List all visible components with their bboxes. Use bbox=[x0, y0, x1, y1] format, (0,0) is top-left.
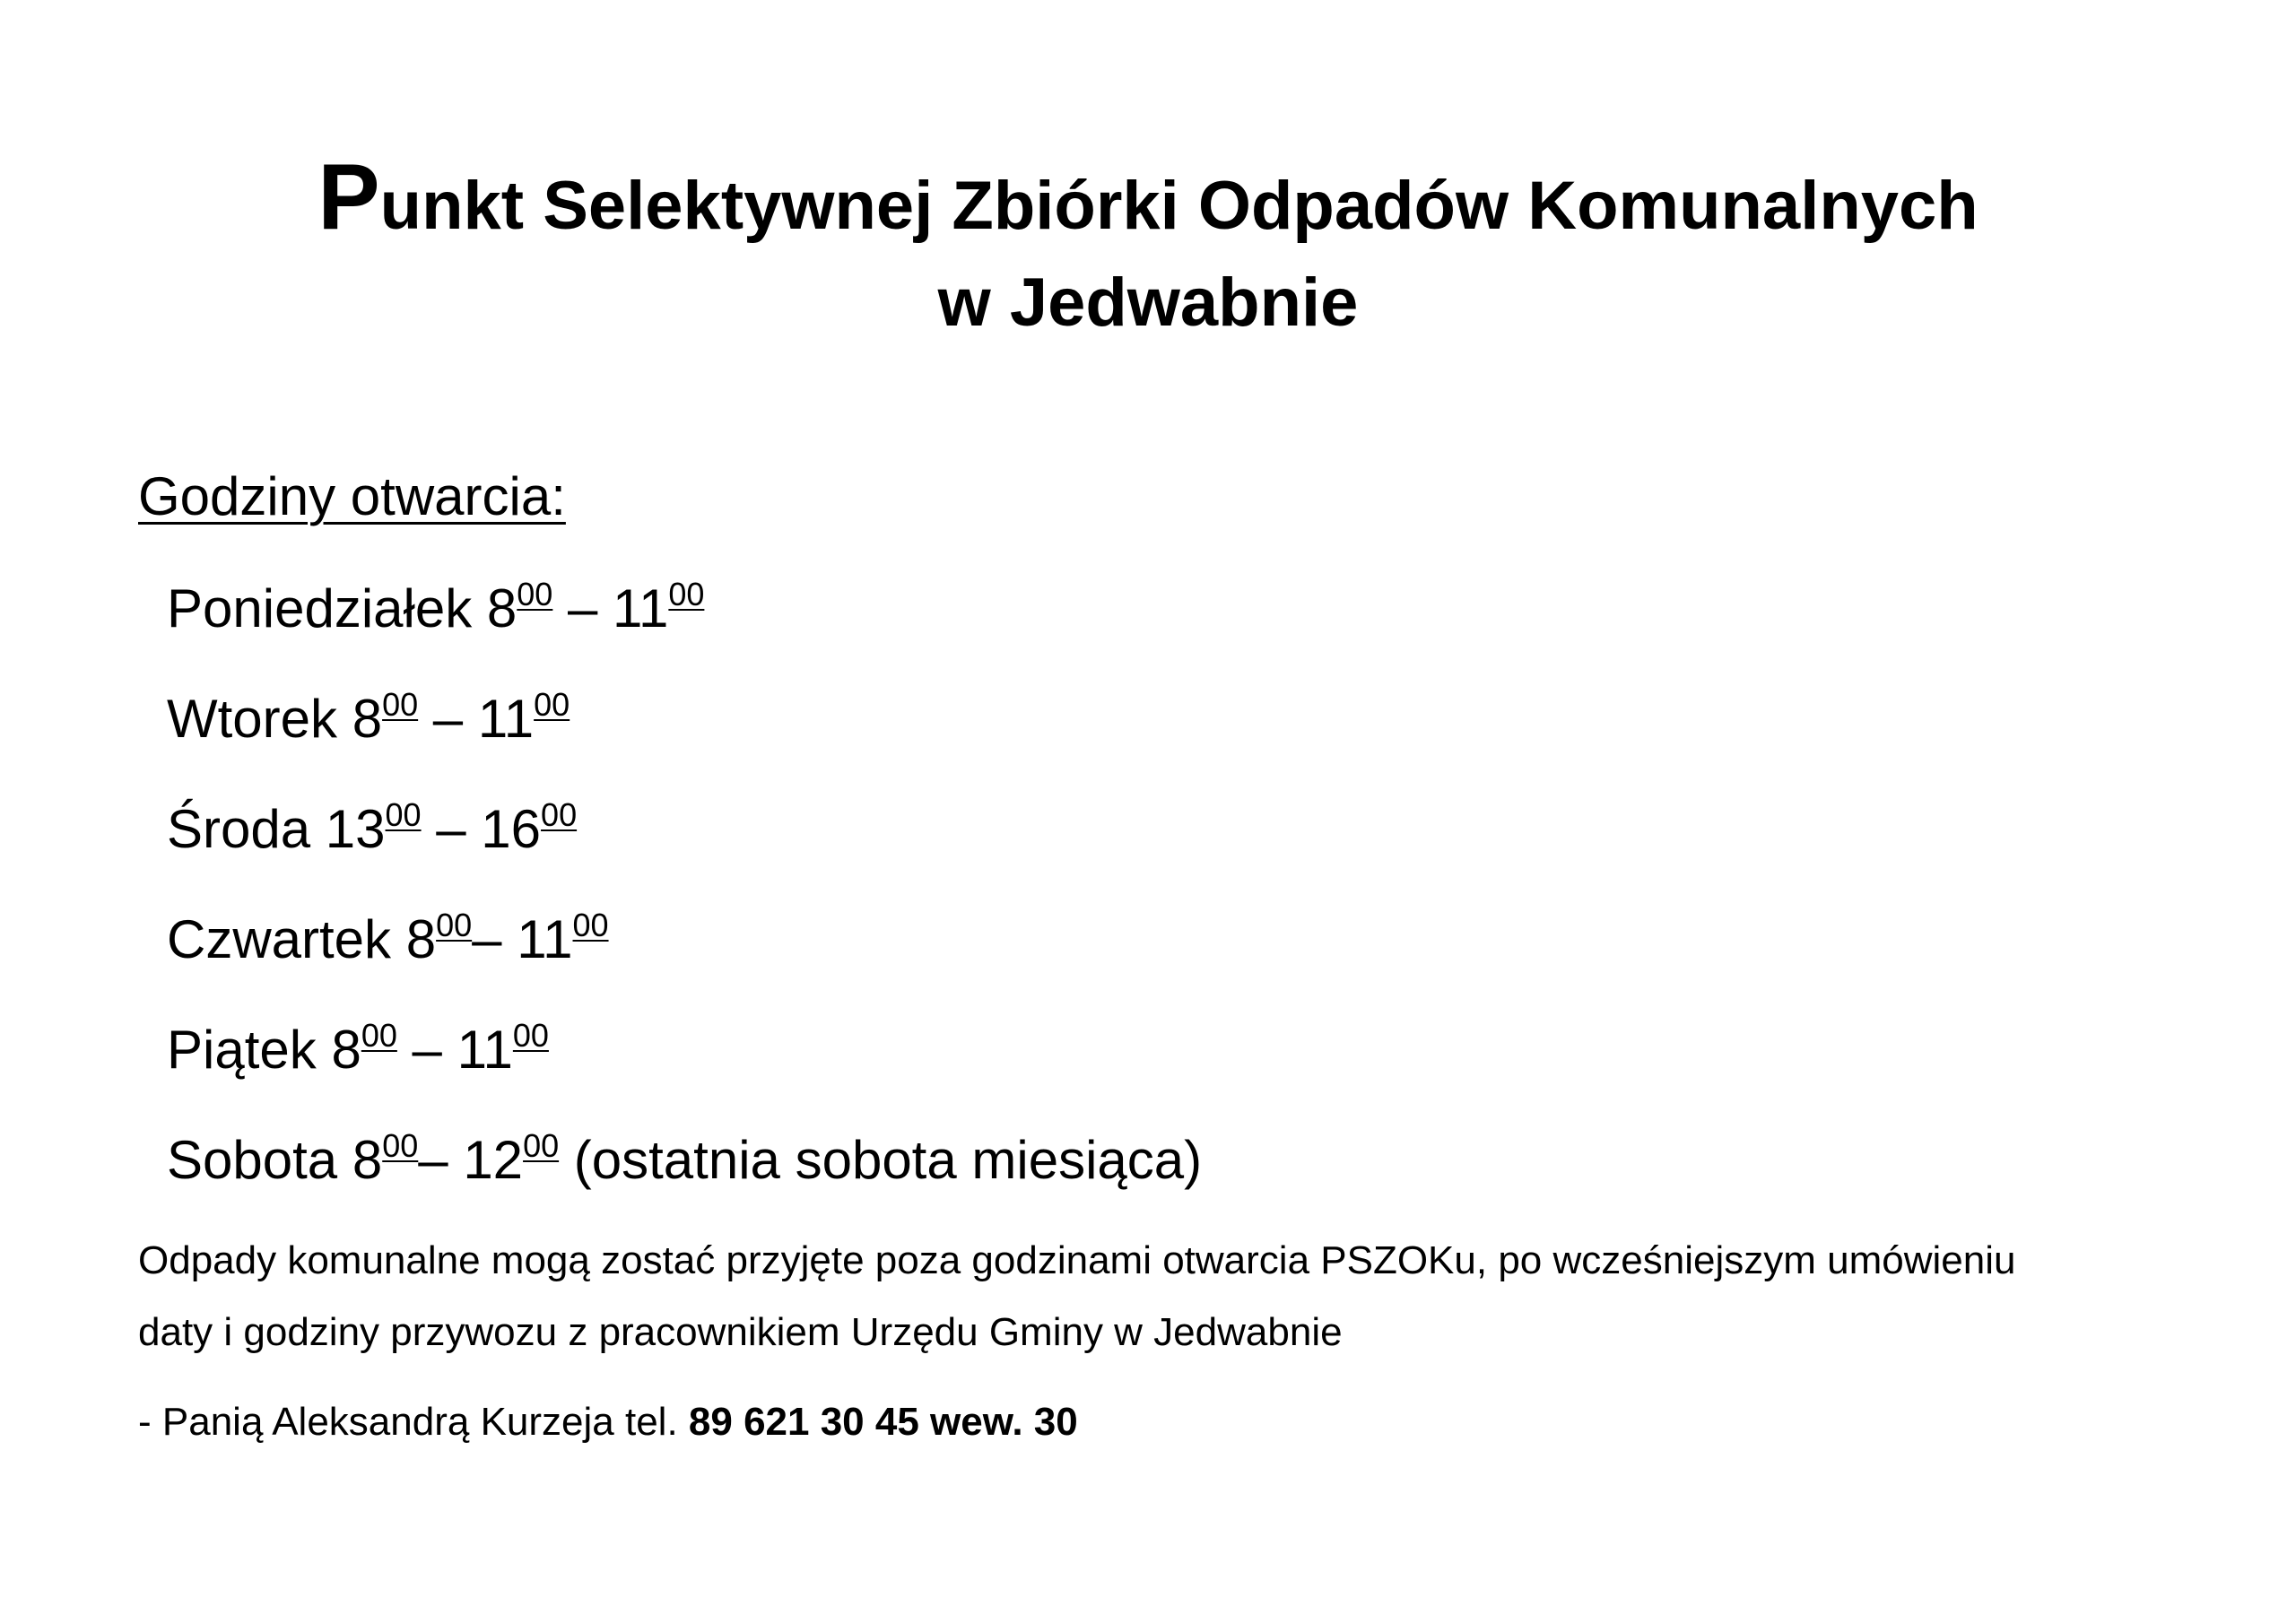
close-minutes: 00 bbox=[668, 576, 705, 612]
open-hour: 8 bbox=[486, 578, 517, 638]
close-hour: 12 bbox=[463, 1130, 524, 1190]
time-separator: – bbox=[412, 1020, 442, 1080]
opening-hours-heading: Godziny otwarcia: bbox=[138, 466, 566, 526]
open-hour: 8 bbox=[405, 909, 437, 969]
schedule-day: Piątek bbox=[167, 1020, 317, 1080]
time-separator: – bbox=[472, 909, 502, 969]
close-hour: 11 bbox=[457, 1020, 513, 1080]
open-minutes: 00 bbox=[436, 907, 473, 943]
open-hour: 8 bbox=[331, 1020, 361, 1080]
schedule-row-thursday bbox=[167, 909, 1202, 1020]
time-separator: – bbox=[568, 578, 598, 638]
contact-phone: 89 621 30 45 wew. 30 bbox=[688, 1400, 1078, 1444]
after-hours-note-line-1: Odpady komunalne mogą zostać przyjęte poza godzinami otwarcia PSZOKu, po wcześniejszym umówieniu bbox=[138, 1238, 2016, 1282]
opening-hours-list bbox=[167, 578, 1202, 1240]
schedule-day: Wtorek bbox=[167, 689, 338, 749]
open-hour: 8 bbox=[352, 689, 383, 749]
open-hour: 8 bbox=[352, 1130, 383, 1190]
schedule-row-friday bbox=[167, 1017, 1202, 1130]
close-hour: 11 bbox=[613, 578, 669, 638]
schedule-row-saturday bbox=[167, 1127, 1203, 1240]
schedule-day: Środa bbox=[167, 799, 311, 859]
close-hour: 11 bbox=[477, 689, 535, 749]
close-hour: 16 bbox=[481, 799, 542, 859]
schedule-day: Poniedziałek bbox=[167, 578, 473, 638]
time-separator: – bbox=[436, 799, 466, 859]
page-title-line-1 bbox=[0, 145, 2296, 249]
schedule-day: Sobota bbox=[167, 1130, 338, 1190]
schedule-row-wednesday bbox=[167, 796, 1202, 909]
schedule-day: Czwartek bbox=[167, 909, 392, 969]
close-minutes: 00 bbox=[512, 1017, 549, 1054]
contact-person: - Panią Aleksandrą Kurzeja tel. bbox=[138, 1400, 678, 1444]
close-minutes: 00 bbox=[541, 796, 578, 833]
title-initial-letter: P bbox=[317, 145, 380, 249]
title-line-1-text: unkt Selektywnej Zbiórki Odpadów Komunalnych bbox=[379, 168, 1979, 244]
open-minutes: 00 bbox=[382, 1127, 419, 1164]
open-hour: 13 bbox=[325, 799, 386, 859]
close-hour: 11 bbox=[517, 909, 573, 969]
open-minutes: 00 bbox=[382, 686, 419, 723]
open-minutes: 00 bbox=[385, 796, 422, 833]
close-minutes: 00 bbox=[534, 686, 570, 723]
after-hours-note-line-2: daty i godziny przywozu z pracownikiem Urzędu Gminy w Jedwabnie bbox=[138, 1310, 1343, 1354]
time-separator: – bbox=[418, 1130, 448, 1190]
close-minutes: 00 bbox=[523, 1127, 560, 1164]
schedule-row-monday bbox=[167, 578, 1202, 689]
open-minutes: 00 bbox=[361, 1017, 397, 1054]
page-title-line-2: w Jedwabnie bbox=[937, 265, 1359, 341]
open-minutes: 00 bbox=[517, 576, 553, 612]
schedule-row-tuesday bbox=[167, 686, 1202, 799]
schedule-note: (ostatnia sobota miesiąca) bbox=[573, 1130, 1203, 1190]
contact-line bbox=[138, 1400, 1078, 1444]
time-separator: – bbox=[432, 689, 464, 749]
close-minutes: 00 bbox=[572, 907, 609, 943]
